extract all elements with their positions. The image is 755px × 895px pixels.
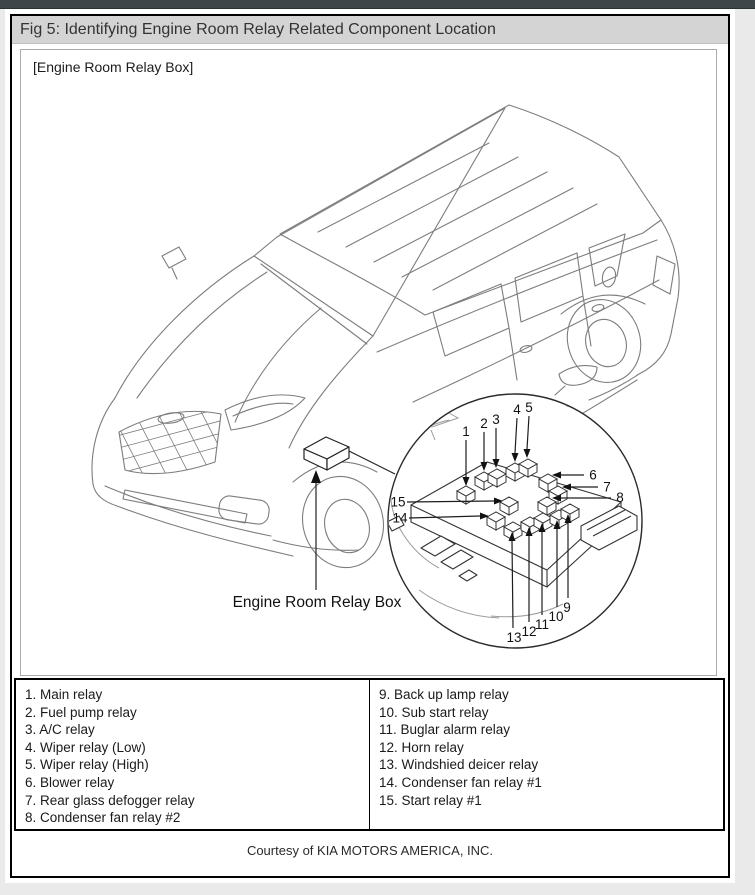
callout-5-num: 5 bbox=[525, 400, 533, 415]
window-top-strip bbox=[0, 0, 755, 9]
diagram-panel bbox=[20, 49, 717, 676]
legend-item: 10. Sub start relay bbox=[379, 704, 489, 720]
legend-column-right bbox=[369, 680, 723, 829]
magnifier-view bbox=[387, 394, 649, 648]
callout-6-num: 6 bbox=[589, 467, 597, 483]
car-right-mirror bbox=[555, 366, 597, 395]
relay-box-pointer-arrow bbox=[311, 470, 321, 483]
legend-item: 13. Windshied deicer relay bbox=[379, 757, 539, 773]
callout-14-num: 14 bbox=[392, 510, 408, 526]
car-tail-lamp bbox=[653, 256, 675, 294]
callout-9-num: 9 bbox=[563, 600, 571, 615]
car-headlight bbox=[225, 395, 305, 430]
legend-item: 14. Condenser fan relay #1 bbox=[379, 774, 542, 790]
car-front-wheel-hub bbox=[318, 494, 375, 558]
callout-2-num: 2 bbox=[480, 416, 488, 431]
legend-item: 9. Back up lamp relay bbox=[379, 687, 509, 702]
legend-item: 8. Condenser fan relay #2 bbox=[25, 810, 181, 826]
car-windshield bbox=[254, 108, 505, 336]
relay-box-label: Engine Room Relay Box bbox=[232, 594, 402, 611]
courtesy-note: Courtesy of KIA MOTORS AMERICA, INC. bbox=[246, 843, 494, 858]
car-hood-left-edge bbox=[115, 256, 254, 398]
car-front-wheel bbox=[292, 467, 394, 577]
callout-11-num: 11 bbox=[534, 617, 550, 632]
legend-item: 2. Fuel pump relay bbox=[25, 704, 137, 720]
legend-table bbox=[14, 678, 725, 831]
callout-7-num: 7 bbox=[603, 479, 611, 495]
car-rear-wheel bbox=[557, 290, 651, 392]
car-badge bbox=[157, 411, 184, 425]
legend-item: 5. Wiper relay (High) bbox=[25, 757, 149, 773]
car-front-face bbox=[92, 398, 293, 556]
callout-15-num: 15 bbox=[390, 494, 406, 510]
car-cowl-line bbox=[261, 264, 367, 344]
callout-13-num: 13 bbox=[506, 630, 522, 645]
legend-item: 4. Wiper relay (Low) bbox=[25, 739, 146, 755]
legend-item: 11. Buglar alarm relay bbox=[379, 722, 511, 738]
car-roof-rails bbox=[318, 143, 597, 290]
callout-4-num: 4 bbox=[513, 402, 521, 417]
car-rear-wheel-arch bbox=[561, 295, 645, 314]
callout-10-num: 10 bbox=[548, 609, 564, 624]
diagram-section-label: [Engine Room Relay Box] bbox=[33, 59, 194, 75]
car-fender-edge bbox=[289, 336, 373, 448]
car-left-mirror bbox=[162, 247, 186, 279]
legend-item: 15. Start relay #1 bbox=[379, 792, 482, 808]
car-bumper-slot bbox=[123, 490, 247, 523]
figure-frame bbox=[10, 14, 730, 878]
legend-item: 6. Blower relay bbox=[25, 774, 115, 790]
car-hood-creases bbox=[137, 272, 321, 422]
legend-item: 12. Horn relay bbox=[379, 739, 464, 755]
car-lower-crease bbox=[413, 280, 659, 402]
legend-item: 1. Main relay bbox=[25, 687, 103, 702]
callout-8-num: 8 bbox=[616, 490, 624, 505]
car-side-windows bbox=[433, 234, 625, 356]
callout-3-num: 3 bbox=[492, 412, 500, 427]
relay-box-connector-line bbox=[349, 451, 395, 474]
callout-1-num: 1 bbox=[462, 424, 470, 439]
legend-item: 7. Rear glass defogger relay bbox=[25, 792, 195, 808]
legend-item: 3. A/C relay bbox=[25, 722, 95, 738]
car-rear-door-handle bbox=[591, 303, 604, 312]
legend-column-left bbox=[16, 680, 369, 829]
callout-12-num: 12 bbox=[521, 624, 537, 639]
component-location-diagram bbox=[21, 50, 716, 675]
figure-title: Fig 5: Identifying Engine Room Relay Related Component Location bbox=[12, 16, 728, 44]
